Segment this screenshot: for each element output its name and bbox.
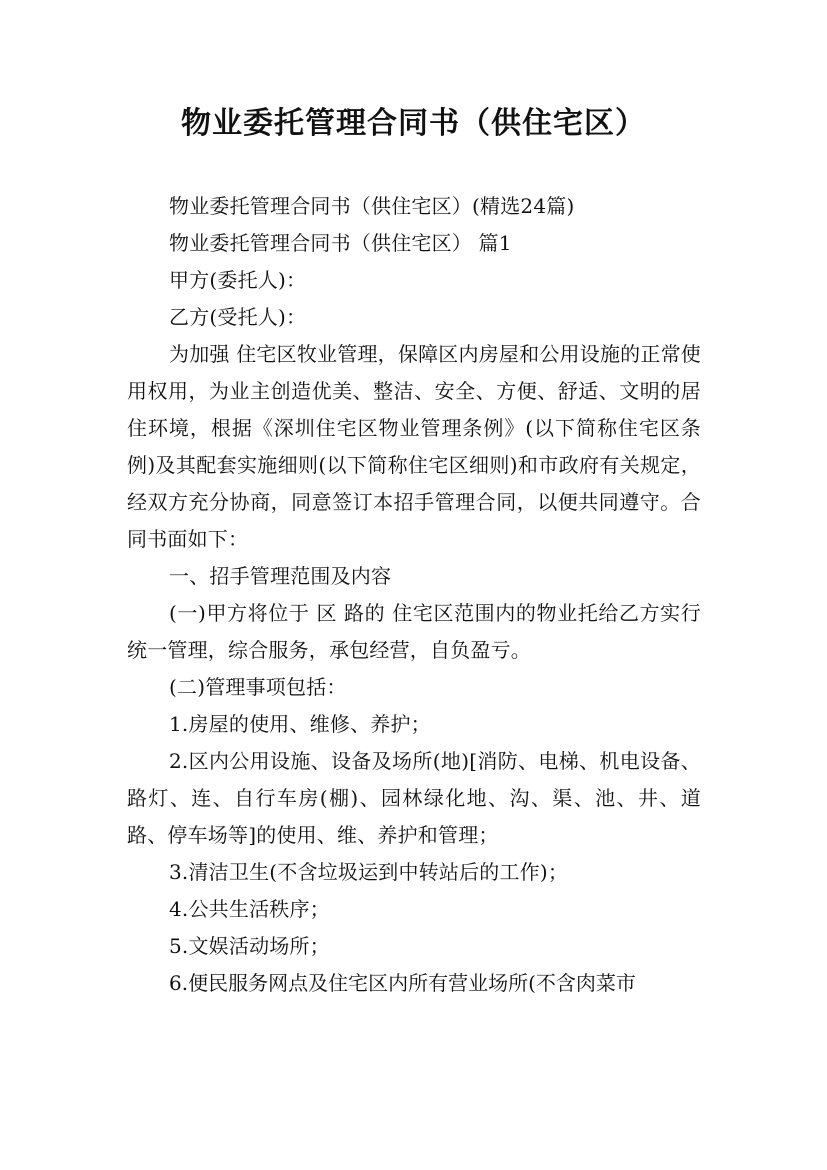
- scope-paragraph: (一)甲方将位于 区 路的 住宅区范围内的物业托给乙方实行统一管理，综合服务，承包经营，自负盈亏。: [127, 601, 701, 662]
- list-item-housing: 1.房屋的使用、维修、养护；: [169, 712, 431, 736]
- subtitle-paragraph: 物业委托管理合同书（供住宅区）(精选24篇): [169, 194, 575, 218]
- list-item-cleaning: 3.清洁卫生(不含垃圾运到中转站后的工作)；: [169, 860, 569, 884]
- document-body: [127, 188, 701, 1002]
- list-item-public-facilities: 2.区内公用设施、设备及场所(地)[消防、电梯、机电设备、路灯、连、自行车房(棚)、园林绿化地、沟、渠、池、井、道路、停车场等]的使用、维、养护和管理；: [127, 749, 701, 847]
- list-item-public-order: 4.公共生活秩序；: [169, 897, 330, 921]
- party-a-line: 甲方(委托人)：: [169, 268, 307, 292]
- list-item-services: 6.便民服务网点及住宅区内所有营业场所(不含肉菜市: [169, 971, 636, 995]
- chapter-heading: 物业委托管理合同书（供住宅区） 篇1: [169, 231, 512, 255]
- list-item-recreation: 5.文娱活动场所；: [169, 934, 330, 958]
- party-b-line: 乙方(受托人)：: [169, 305, 307, 329]
- introduction-paragraph: 为加强 住宅区牧业管理，保障区内房屋和公用设施的正常使用权用，为业主创造优美、整洁、安全、方便、舒适、文明的居住环境，根据《深圳住宅区物业管理条例》(以下简称住宅区条例)及其配套实施细则(以下简称住宅区细则)和市政府有关规定，经双方充分协商，同意签订本招手管理合同，以便共同遵守。合同书面如下：: [127, 342, 701, 551]
- section-heading: 一、招手管理范围及内容: [169, 564, 392, 588]
- management-items-heading: (二)管理事项包括：: [169, 675, 347, 699]
- document-title: 物业委托管理合同书（供住宅区）: [181, 106, 646, 141]
